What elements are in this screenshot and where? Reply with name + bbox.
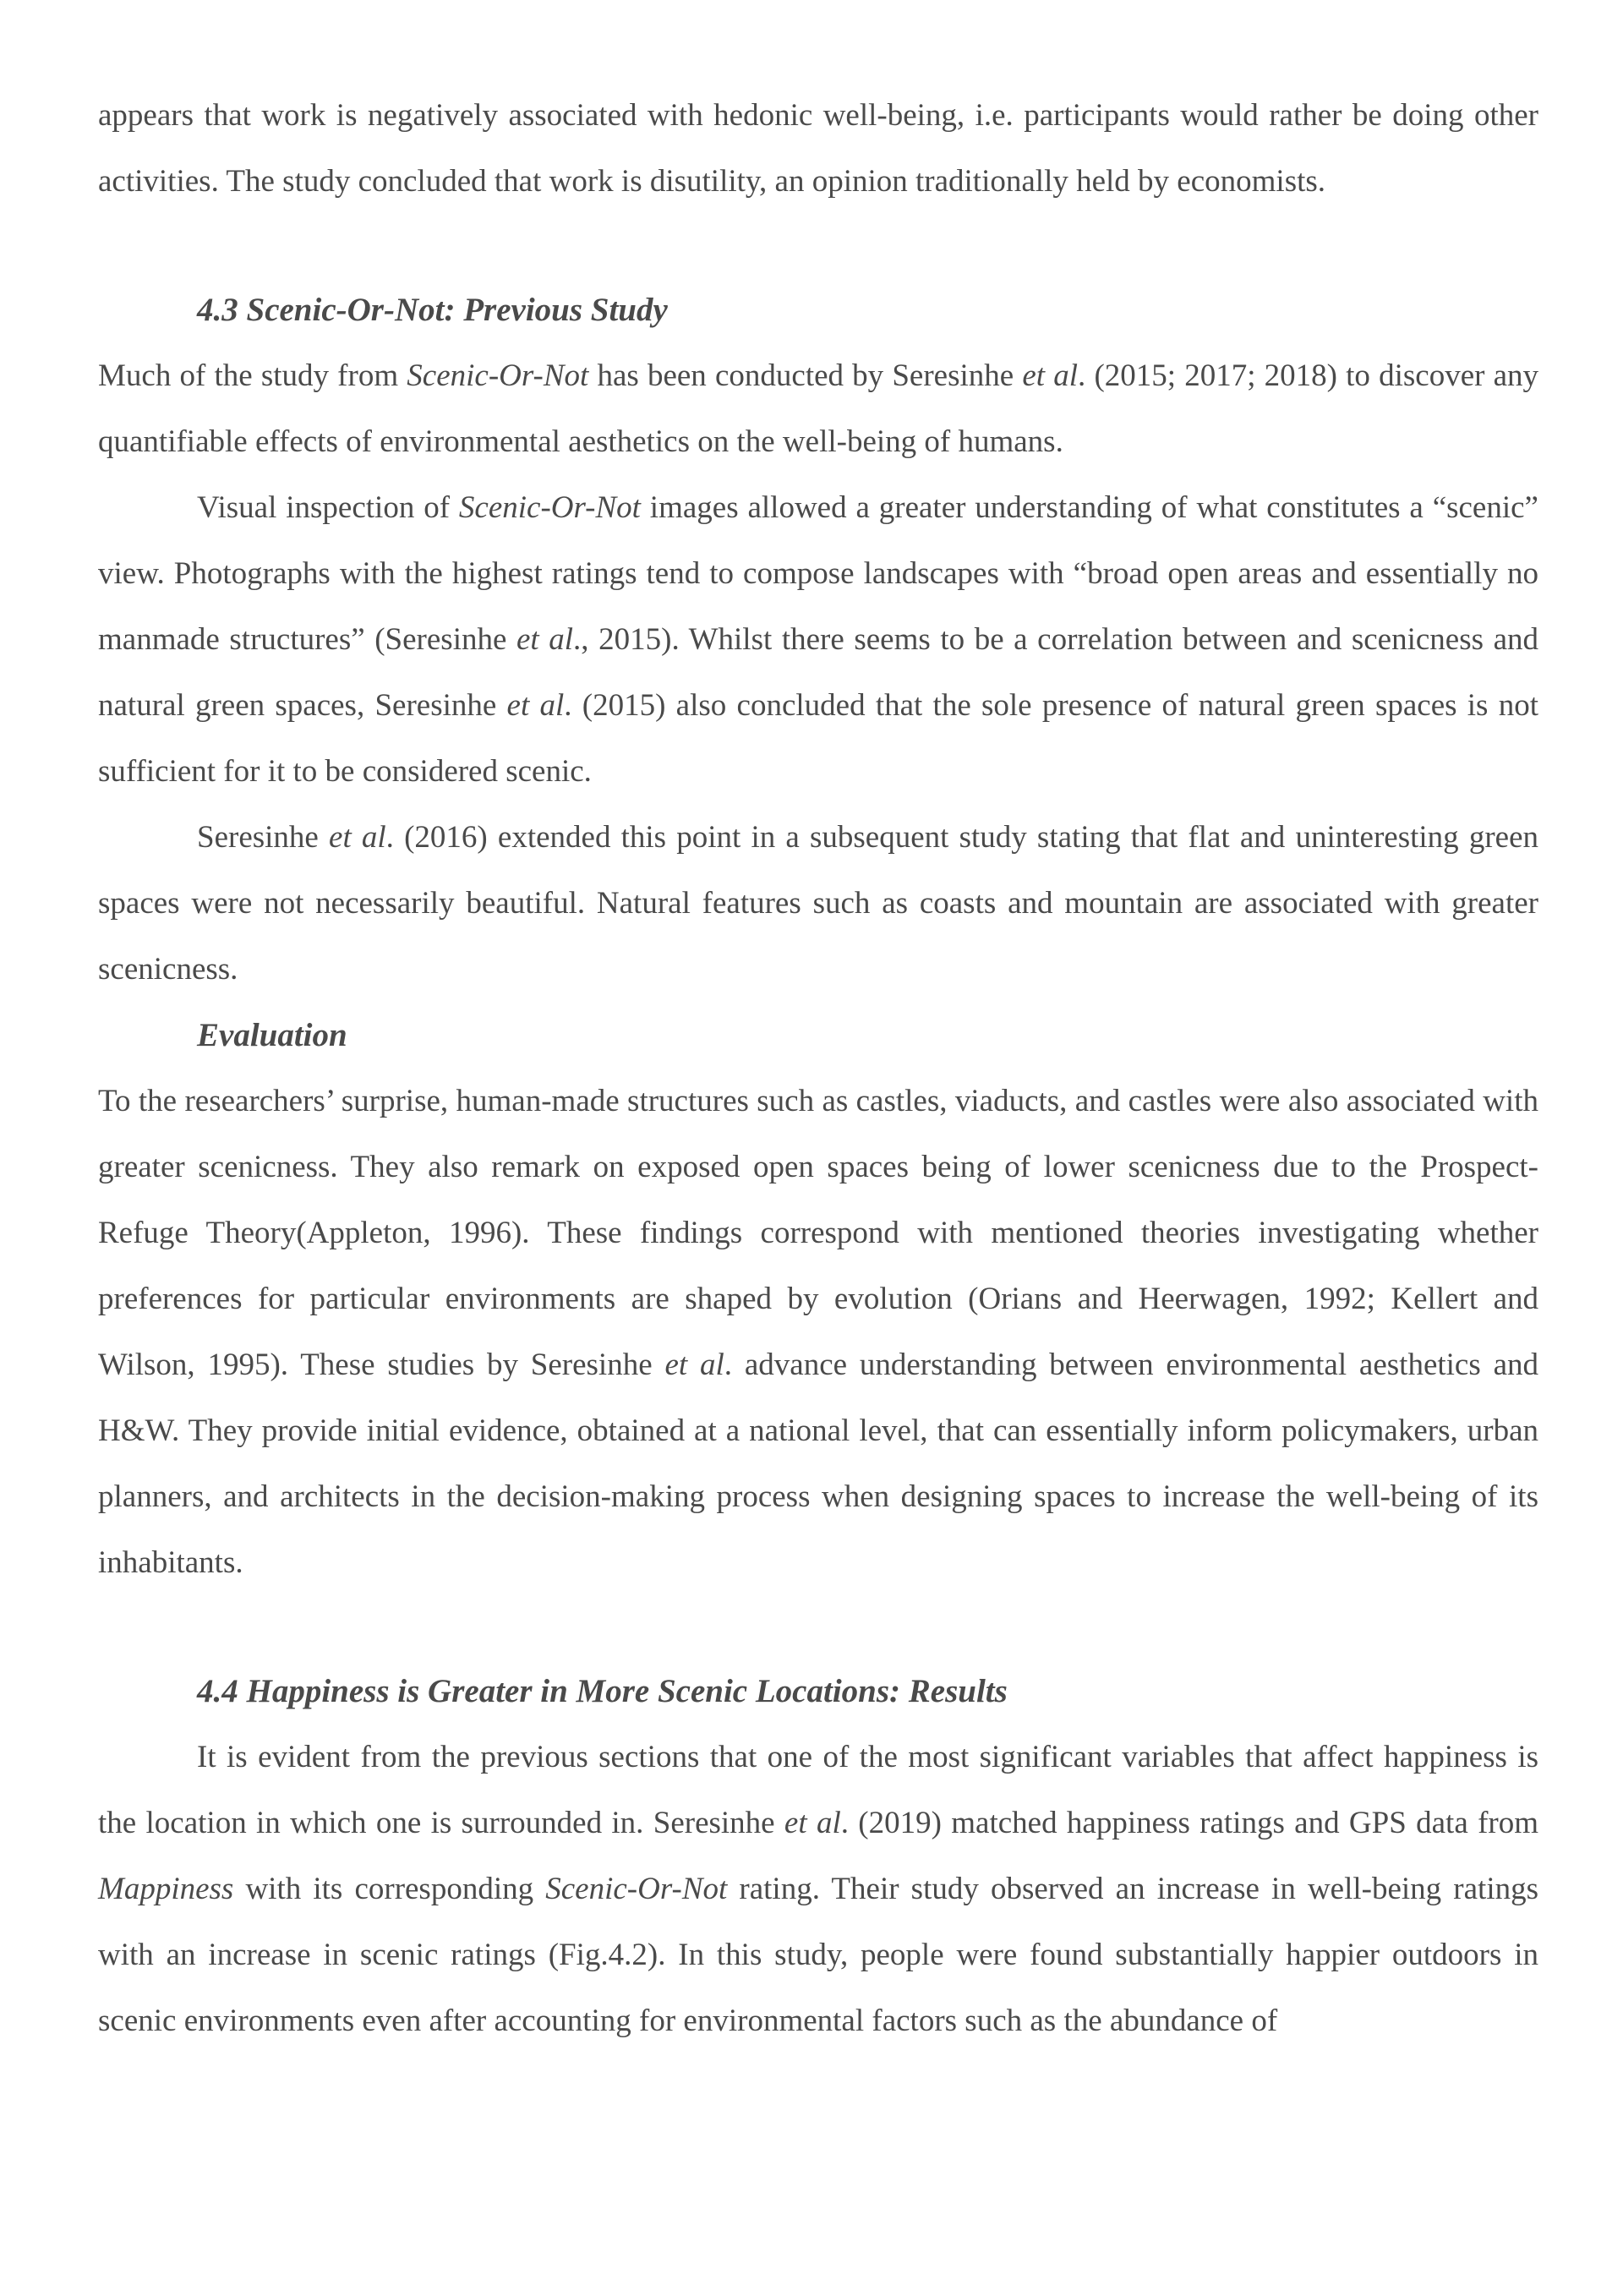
section-heading-4-4: 4.4 Happiness is Greater in More Scenic Locations: Results bbox=[197, 1673, 1008, 1709]
paragraph-scenic-or-not-studies: Much of the study from Scenic-Or-Not has been conducted by Seresinhe et al. (2015; 2017; 2018) to discover any quantifiable effects of environmental aesthetics on the well-being of humans. bbox=[98, 358, 1539, 459]
subheading-evaluation: Evaluation bbox=[197, 1017, 347, 1053]
paragraph-evaluation: To the researchers’ surprise, human-made structures such as castles, viaducts, and castles were also associated with greater scenicness. They also remark on exposed open spaces being of lower scenicness due to the Prospect-Refuge Theory(Appleton, 1996). These findings correspond with mentioned theories investigating whether preferences for particular environments are shaped by evolution (Orians and Heerwagen, 1992; Kellert and Wilson, 1995). These studies by Seresinhe et al. advance understanding between environmental aesthetics and H&W. They provide initial evidence, obtained at a national level, that can essentially inform policymakers, urban planners, and architects in the decision-making process when designing spaces to increase the well-being of its inhabitants. bbox=[98, 1084, 1539, 1580]
paragraph-work-disutility: appears that work is negatively associated with hedonic well-being, i.e. participants would rather be doing other activities. The study concluded that work is disutility, an opinion traditionally held by economists. bbox=[98, 98, 1538, 199]
paragraph-visual-inspection: Visual inspection of Scenic-Or-Not images allowed a greater understanding of what constitutes a “scenic” view. Photographs with the highest ratings tend to compose landscapes with “broad open areas and essentially no manmade structures” (Seresinhe et al., 2015). Whilst there seems to be a correlation between and scenicness and natural green spaces, Seresinhe et al. (2015) also concluded that the sole presence of natural green spaces is not sufficient for it to be considered scenic. bbox=[98, 490, 1538, 789]
paragraph-green-spaces: Seresinhe et al. (2016) extended this point in a subsequent study stating that flat and uninteresting green spaces were not necessarily beautiful. Natural features such as coasts and mountain are associated with greater scenicness. bbox=[98, 820, 1538, 987]
section-heading-4-3: 4.3 Scenic-Or-Not: Previous Study bbox=[197, 292, 668, 328]
paragraph-happiness-results: It is evident from the previous sections that one of the most significant variables that affect happiness is the location in which one is surrounded in. Seresinhe et al. (2019) matched happiness ratings and GPS data from Mappiness with its corresponding Scenic-Or-Not rating. Their study observed an increase in well-being ratings with an increase in scenic ratings (Fig.4.2). In this study, people were found substantially happier outdoors in scenic environments even after accounting for environmental factors such as the abundance of bbox=[98, 1740, 1539, 2038]
document-page bbox=[98, 83, 1538, 2054]
